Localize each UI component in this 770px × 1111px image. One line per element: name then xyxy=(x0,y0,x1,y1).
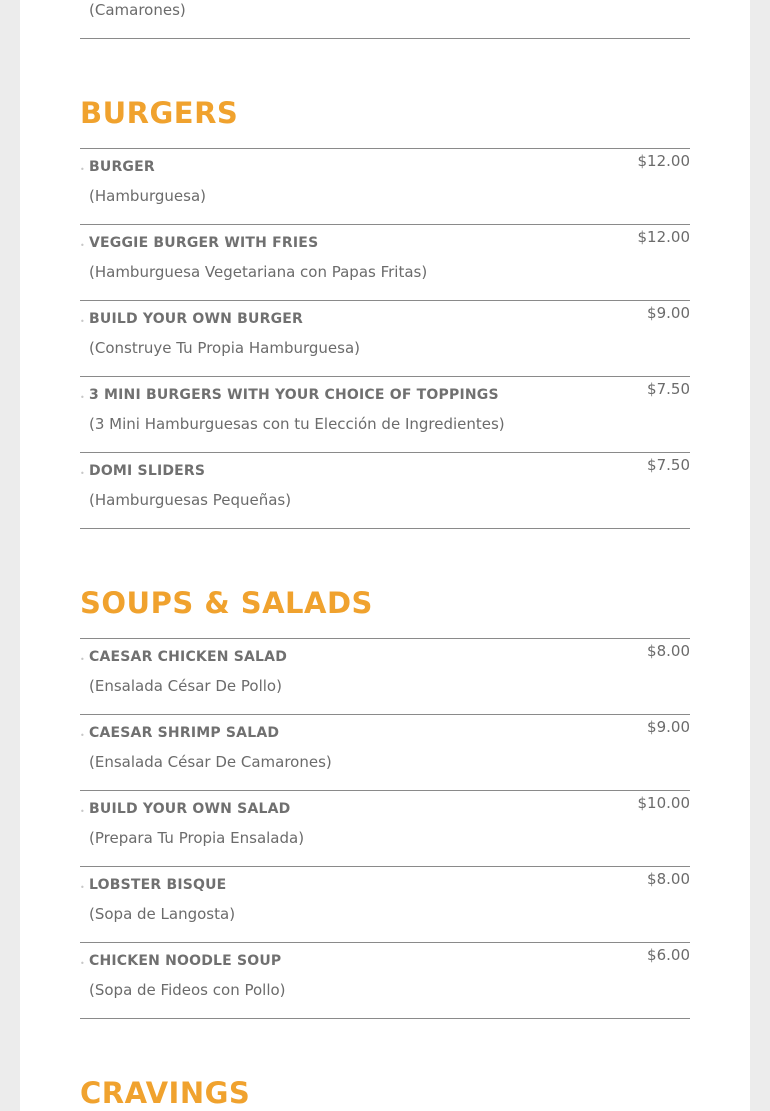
menu-item-name: VEGGIE BURGER WITH FRIES xyxy=(89,235,319,251)
menu-item-description: (Prepara Tu Propia Ensalada) xyxy=(89,829,305,847)
bullet-icon: • xyxy=(80,393,85,402)
menu-item-description: (Hamburguesas Pequeñas) xyxy=(89,491,292,509)
bullet-icon: • xyxy=(80,883,85,892)
menu-item-price: $9.00 xyxy=(647,718,690,736)
menu-item-description: (Sopa de Fideos con Pollo) xyxy=(89,981,286,999)
menu-item-price: $7.50 xyxy=(647,380,690,398)
menu-item-price: $12.00 xyxy=(637,228,690,246)
menu-item-name: CAESAR CHICKEN SALAD xyxy=(89,649,288,665)
menu-item[interactable] xyxy=(80,638,690,714)
section-title-soups-salads: SOUPS & SALADS xyxy=(80,586,373,620)
menu-item-description: (3 Mini Hamburguesas con tu Elección de Ingredientes) xyxy=(89,415,505,433)
menu-page xyxy=(20,0,750,1111)
menu-item-price: $8.00 xyxy=(647,642,690,660)
menu-item-name: DOMI SLIDERS xyxy=(89,463,206,479)
menu-item-description: (Ensalada César De Pollo) xyxy=(89,677,282,695)
menu-item-price: $9.00 xyxy=(647,304,690,322)
divider xyxy=(80,38,690,39)
bullet-icon: • xyxy=(80,317,85,326)
menu-item-name: BUILD YOUR OWN BURGER xyxy=(89,311,304,327)
bullet-icon: • xyxy=(80,165,85,174)
section-title-cravings: CRAVINGS xyxy=(80,1076,251,1110)
menu-item-price: $7.50 xyxy=(647,456,690,474)
menu-item[interactable] xyxy=(80,452,690,529)
menu-item[interactable] xyxy=(80,224,690,300)
menu-item-name: CHICKEN NOODLE SOUP xyxy=(89,953,282,969)
bullet-icon: • xyxy=(80,807,85,816)
menu-item[interactable] xyxy=(80,714,690,790)
menu-item-name: 3 MINI BURGERS WITH YOUR CHOICE OF TOPPINGS xyxy=(89,387,499,403)
menu-item[interactable] xyxy=(80,790,690,866)
menu-item-name: BURGER xyxy=(89,159,155,175)
menu-item-description: (Construye Tu Propia Hamburguesa) xyxy=(89,339,360,357)
menu-item[interactable] xyxy=(80,942,690,1019)
menu-item-description: (Ensalada César De Camarones) xyxy=(89,753,332,771)
bullet-icon: • xyxy=(80,731,85,740)
bullet-icon: • xyxy=(80,959,85,968)
menu-item[interactable] xyxy=(80,376,690,452)
menu-item-name: BUILD YOUR OWN SALAD xyxy=(89,801,291,817)
menu-item-price: $10.00 xyxy=(637,794,690,812)
bullet-icon: • xyxy=(80,655,85,664)
menu-item-description: (Camarones) xyxy=(89,1,186,19)
bullet-icon: • xyxy=(80,469,85,478)
menu-item-price: $12.00 xyxy=(637,152,690,170)
menu-item-name: LOBSTER BISQUE xyxy=(89,877,227,893)
menu-item-price: $6.00 xyxy=(647,946,690,964)
menu-item-description: (Hamburguesa) xyxy=(89,187,206,205)
bullet-icon: • xyxy=(80,241,85,250)
menu-item-description: (Hamburguesa Vegetariana con Papas Fritas) xyxy=(89,263,428,281)
menu-item-description: (Sopa de Langosta) xyxy=(89,905,236,923)
menu-item-name: CAESAR SHRIMP SALAD xyxy=(89,725,280,741)
menu-item[interactable] xyxy=(80,866,690,942)
section-title-burgers: BURGERS xyxy=(80,96,239,130)
menu-item-price: $8.00 xyxy=(647,870,690,888)
menu-item[interactable] xyxy=(80,300,690,376)
menu-item[interactable] xyxy=(80,148,690,224)
